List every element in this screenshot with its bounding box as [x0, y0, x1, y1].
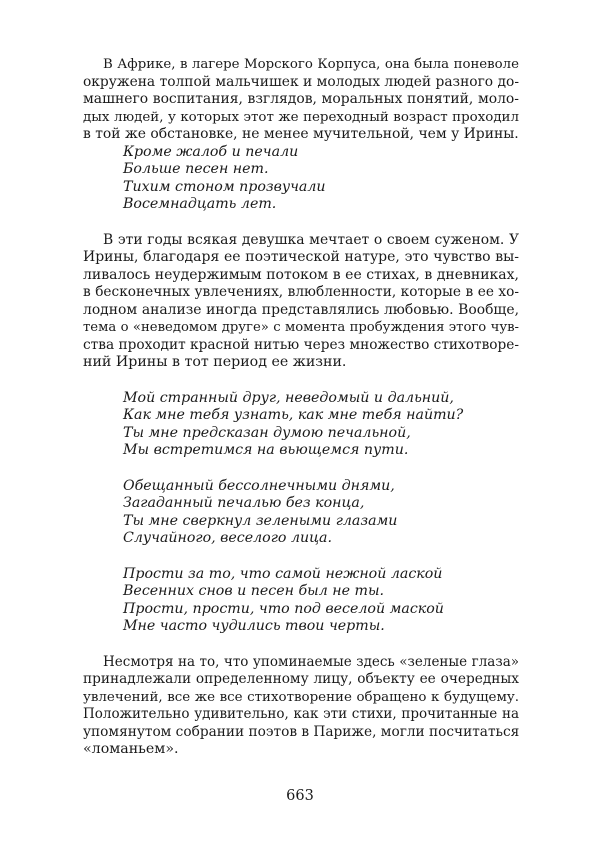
- poem-line: Мне часто чудились твои черты.: [123, 618, 385, 634]
- text-line: лодном анализе иногда представлялись любовью. Вообще,: [83, 301, 519, 318]
- poem-line: Мы встретимся на вьющемся пути.: [123, 442, 409, 458]
- poem-line: Ты мне предсказан думою печальной,: [123, 424, 411, 441]
- poem-line: Мой странный друг, неведомый и дальний,: [123, 389, 454, 406]
- text-line: Положительно удивительно, как эти стихи, прочитанные на: [83, 706, 519, 722]
- text-line: окружена толпой мальчишек и молодых людей разного до-: [83, 73, 519, 90]
- poem-1: [83, 144, 519, 214]
- text-line: тема о «неведомом друге» с момента пробуждения этого чув-: [83, 320, 519, 335]
- text-line: Ирины, благодаря ее поэтической натуре, это чувство вы-: [83, 249, 519, 265]
- text-line: Несмотря на то, что упоминаемые здесь «зеленые глаза»: [103, 653, 519, 670]
- spacer: [83, 548, 519, 566]
- text-line: в бесконечных увлечениях, влюбленности, которые в ее хо-: [83, 284, 519, 300]
- poem-line: Прости, прости, что под веселой маской: [123, 600, 444, 617]
- poem-line: Тихим стоном прозвучали: [123, 178, 326, 195]
- poem-line: Больше песен нет.: [123, 161, 269, 177]
- poem-line: Обещанный бессолнечными днями,: [123, 477, 395, 494]
- poem-line: Весенних снов и песен был не ты.: [123, 583, 385, 599]
- poem-line: Прости за то, что самой нежной лаской: [123, 565, 443, 582]
- text-line: В Африке, в лагере Морского Корпуса, она была поневоле: [103, 57, 519, 72]
- text-line: ливалось неудержимым потоком в ее стихах, в дневниках,: [83, 266, 519, 283]
- poem-line: Кроме жалоб и печали: [123, 143, 299, 160]
- text-line: ний Ирины в тот период ее жизни.: [83, 354, 347, 370]
- paragraph-3: [83, 654, 519, 759]
- spacer: [83, 460, 519, 478]
- text-line: ства проходит красной нитью через множество стихотворе-: [83, 336, 519, 353]
- spacer: [83, 372, 519, 390]
- text-line: В эти годы всякая девушка мечтает о своем суженом. У: [103, 231, 519, 248]
- poem-line: Случайного, веселого лица.: [123, 530, 332, 546]
- text-line: увлечений, все же все стихотворение обращено к будущему.: [83, 689, 519, 705]
- poem-line: Загаданный печалью без конца,: [123, 495, 365, 511]
- text-line: принадлежали определенному лицу, объекту ее очередных: [83, 671, 519, 687]
- page-number: 663: [286, 788, 314, 804]
- spacer: [83, 636, 519, 654]
- poem-line: Как мне тебя узнать, как мне тебя найти?: [123, 407, 464, 423]
- page-content: [83, 56, 519, 759]
- text-line: в той же обстановке, не менее мучительной, чем у Ирины.: [83, 126, 519, 142]
- paragraph-2: [83, 232, 519, 372]
- text-line: машнего воспитания, взглядов, моральных понятий, моло-: [83, 91, 519, 107]
- spacer: [83, 214, 519, 232]
- paragraph-1: [83, 56, 519, 144]
- text-line: «ломаньем».: [83, 741, 179, 757]
- text-line: упомянутом собрании поэтов в Париже, могли посчитаться: [83, 723, 520, 740]
- poem-2-stanza-3: [83, 566, 519, 636]
- poem-line: Ты мне сверкнул зелеными глазами: [123, 512, 398, 529]
- poem-line: Восемнадцать лет.: [123, 196, 277, 212]
- poem-2-stanza-2: [83, 478, 519, 548]
- text-line: дых людей, у которых этот же переходный возраст проходил: [83, 109, 519, 125]
- poem-2-stanza-1: [83, 390, 519, 460]
